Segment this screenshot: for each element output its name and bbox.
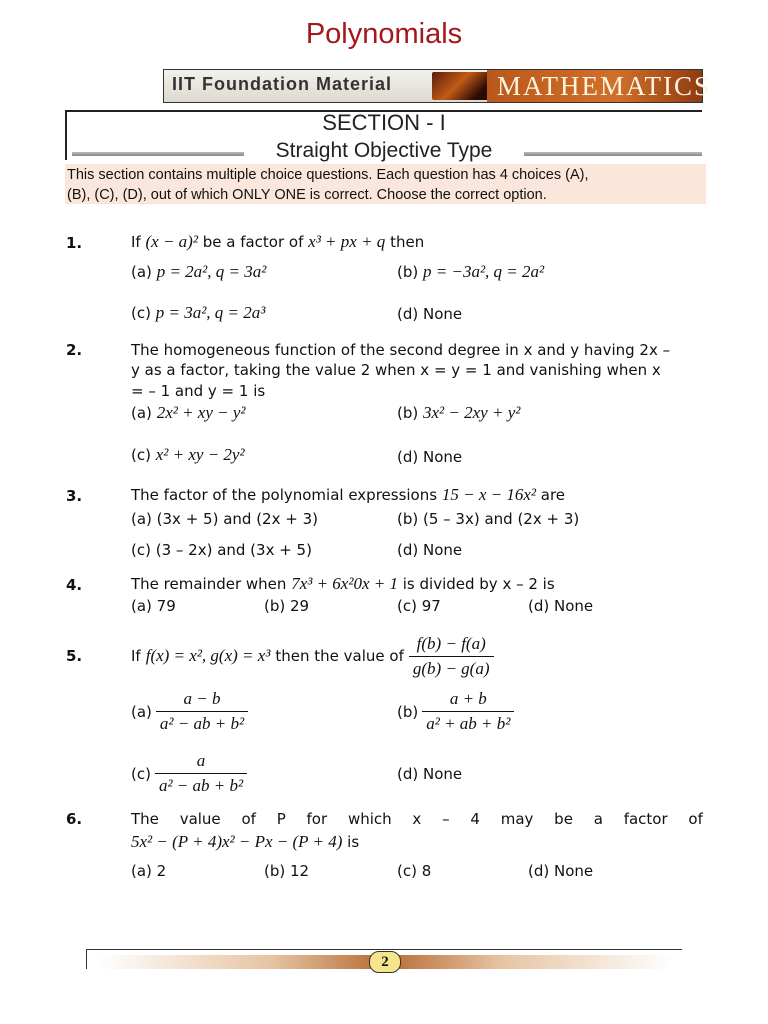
stem-word: be <box>554 810 573 828</box>
stem-math: 15 − x − 16x² <box>441 485 536 504</box>
option-d: (d) None <box>397 541 463 559</box>
question-stem-line <box>131 810 703 828</box>
stem-word: The <box>131 810 159 828</box>
stem-math: 7x³ + 6x²0x + 1 <box>291 574 398 593</box>
option-label: (c) <box>131 446 151 464</box>
option-label: (b) <box>397 263 419 281</box>
option-label: (b) <box>397 404 419 422</box>
stem-math: f(x) = x², g(x) = x³ <box>145 646 271 665</box>
option-b <box>397 262 544 282</box>
option-a: (a) 2 <box>131 862 167 880</box>
option-a: (a) 79 <box>131 597 176 615</box>
stem-word: may <box>500 810 534 828</box>
page-number: 2 <box>369 951 401 973</box>
option-a <box>131 262 266 282</box>
option-b: (b) 12 <box>264 862 310 880</box>
option-d: (d) None <box>397 448 463 466</box>
page-title: Polynomials <box>305 18 463 50</box>
option-c <box>131 751 247 796</box>
question-number: 1. <box>66 234 83 252</box>
banner-right-text: MATHEMATICS <box>487 70 702 102</box>
stem-word: value <box>179 810 221 828</box>
stem-text: are <box>540 486 566 504</box>
option-d: (d) None <box>397 305 463 323</box>
stem-word: of <box>241 810 256 828</box>
stem-word: for <box>306 810 328 828</box>
stem-text: then the value of <box>275 647 404 665</box>
stem-word: a <box>593 810 603 828</box>
fraction-denominator: a² − ab + b² <box>156 711 248 734</box>
instructions-line: This section contains multiple choice questions. Each question has 4 choices (A), <box>67 167 589 183</box>
option-a: (a) (3x + 5) and (2x + 3) <box>131 510 318 528</box>
instructions-box <box>65 164 706 204</box>
fraction-numerator: a + b <box>449 689 487 708</box>
stem-word: which <box>347 810 392 828</box>
fraction-numerator: a <box>196 751 206 770</box>
question-number: 5. <box>66 647 83 665</box>
footer-tick <box>86 949 87 969</box>
stem-word: factor <box>623 810 668 828</box>
option-b: (b) (5 – 3x) and (2x + 3) <box>397 510 580 528</box>
option-math: p = 2a², q = 3a² <box>156 262 267 281</box>
fraction-numerator: a − b <box>183 689 221 708</box>
option-math: p = −3a², q = 2a² <box>423 262 545 281</box>
option-fraction <box>422 689 514 734</box>
stem-text: is divided by x – 2 is <box>402 575 555 593</box>
banner-left-text: IIT Foundation Material <box>172 74 392 94</box>
fraction-denominator: a² + ab + b² <box>422 711 514 734</box>
option-math: 2x² + xy − y² <box>156 403 246 422</box>
question-stem-line: y as a factor, taking the value 2 when x = y = 1 and vanishing when x <box>131 361 661 379</box>
option-label: (b) <box>397 702 419 721</box>
stem-word: P <box>276 810 286 828</box>
stem-math: x³ + px + q <box>308 232 386 251</box>
option-d: (d) None <box>528 597 594 615</box>
question-number: 2. <box>66 341 83 359</box>
section-title: SECTION - I <box>322 110 446 135</box>
option-b <box>397 689 514 734</box>
footer-rule <box>86 949 682 950</box>
question-stem <box>131 832 359 852</box>
option-b: (b) 29 <box>264 597 310 615</box>
stem-word: of <box>688 810 703 828</box>
option-fraction <box>156 689 248 734</box>
option-label: (a) <box>131 263 152 281</box>
stem-text: The remainder when <box>131 575 287 593</box>
option-fraction <box>155 751 247 796</box>
instructions-line: (B), (C), (D), out of which ONLY ONE is correct. Choose the correct option. <box>67 187 547 203</box>
option-a <box>131 689 248 734</box>
question-stem <box>131 485 565 505</box>
option-label: (a) <box>131 404 152 422</box>
question-stem-line: = – 1 and y = 1 is <box>131 382 266 400</box>
stem-math: 5x² − (P + 4)x² − Px − (P + 4) <box>131 832 343 851</box>
question-number: 3. <box>66 487 83 505</box>
option-c: (c) (3 – 2x) and (3x + 5) <box>131 541 312 559</box>
section-subtitle: Straight Objective Type <box>275 139 493 162</box>
option-c <box>131 445 245 465</box>
option-c: (c) 8 <box>397 862 432 880</box>
fraction-denominator: g(b) − g(a) <box>409 656 494 679</box>
stem-word: – <box>442 810 450 828</box>
option-d: (d) None <box>528 862 594 880</box>
question-stem <box>131 574 555 594</box>
header-banner <box>163 69 712 103</box>
option-math: x² + xy − 2y² <box>155 445 245 464</box>
option-math: p = 3a², q = 2a³ <box>155 303 266 322</box>
question-number: 4. <box>66 576 83 594</box>
option-label: (a) <box>131 702 152 721</box>
stem-fraction <box>409 634 494 679</box>
banner-decoration <box>432 72 490 100</box>
option-c: (c) 97 <box>397 597 441 615</box>
fraction-numerator: f(b) − f(a) <box>416 633 486 653</box>
question-stem-line: The homogeneous function of the second degree in x and y having 2x – <box>131 341 671 359</box>
stem-math: (x − a)² <box>145 232 198 251</box>
option-b <box>397 403 520 423</box>
option-a <box>131 403 246 423</box>
stem-text: then <box>390 233 425 251</box>
option-math: 3x² − 2xy + y² <box>423 403 521 422</box>
question-stem <box>131 629 494 683</box>
option-d: (d) None <box>397 765 463 783</box>
fraction-denominator: a² − ab + b² <box>155 773 247 796</box>
stem-text: is <box>347 833 360 851</box>
stem-text: be a factor of <box>202 233 304 251</box>
stem-word: x <box>412 810 422 828</box>
stem-text: The factor of the polynomial expressions <box>131 486 438 504</box>
stem-text: If <box>131 233 141 251</box>
question-stem <box>131 232 424 252</box>
option-label: (c) <box>131 764 151 783</box>
option-c <box>131 303 265 323</box>
stem-text: If <box>131 647 141 665</box>
option-label: (c) <box>131 304 151 322</box>
question-number: 6. <box>66 810 83 828</box>
stem-word: 4 <box>470 810 480 828</box>
